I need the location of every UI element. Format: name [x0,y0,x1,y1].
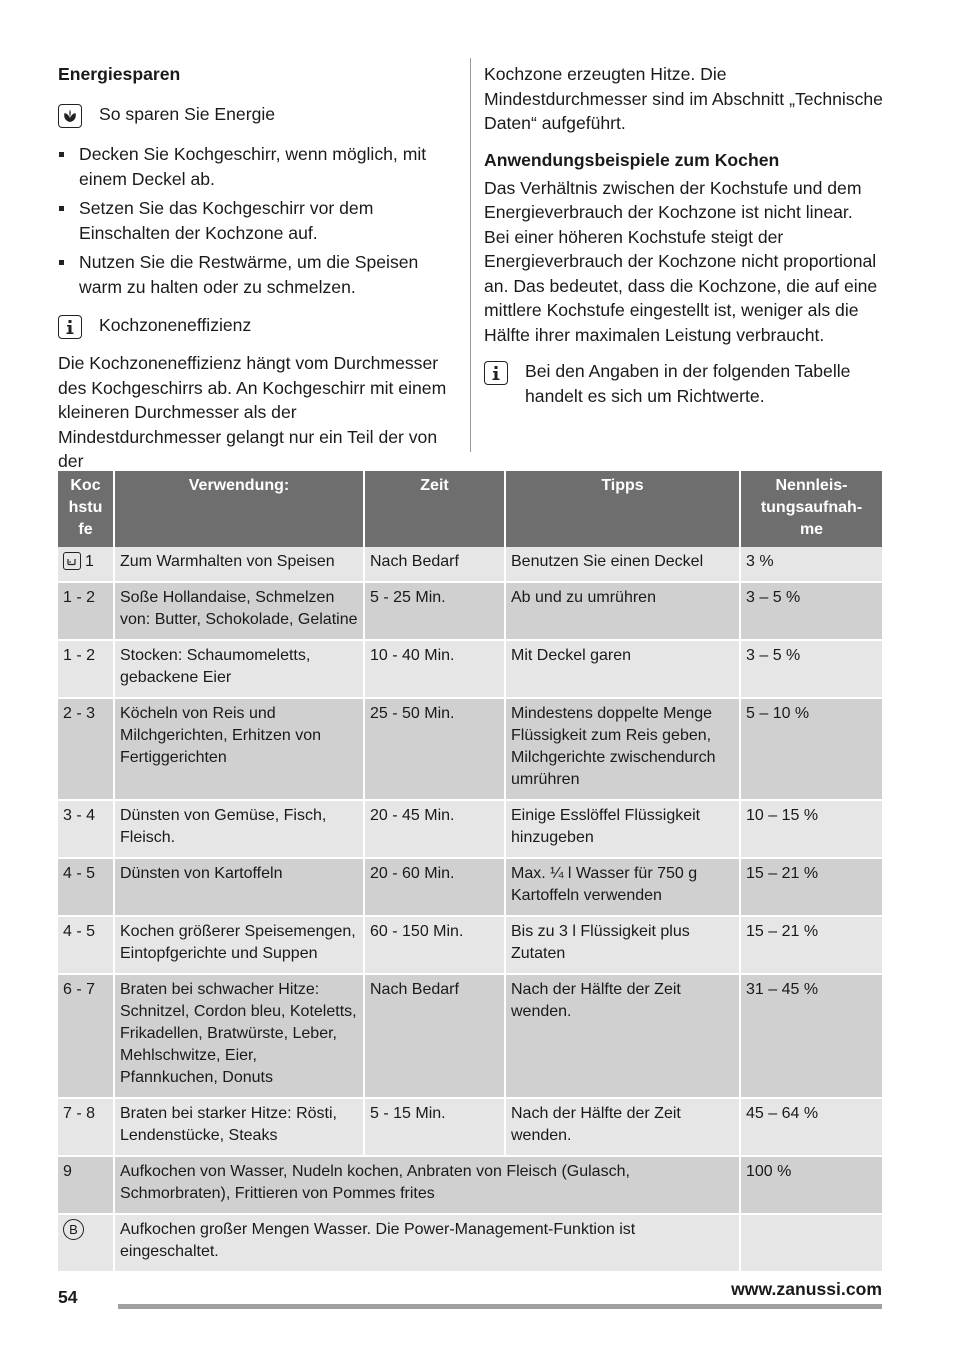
cell-verwendung: Aufkochen großer Mengen Wasser. Die Power-Management-Funktion ist eingeschaltet. [115,1215,741,1273]
cell-leistung: 15 – 21 % [741,917,882,975]
cell-zeit: 5 - 25 Min. [365,583,506,641]
table-row [58,1215,882,1273]
cell-stufe: 2 - 3 [58,699,115,801]
cell-verwendung: Braten bei schwacher Hitze: Schnitzel, Cordon bleu, Koteletts, Frikadellen, Bratwürste, Leber, Mehlschwitze, Eier, Pfannkuchen, Donuts [115,975,365,1099]
power-paragraph: Bei einer höheren Kochstufe steigt der Energieverbrauch der Kochzone nicht proportional an. Das bedeutet, dass die Kochzone, die auf eine mittlere Kochstufe eingestellt ist, weniger als die Hälfte ihrer maximalen Leistung verbraucht. [484,226,878,345]
cell-leistung: 100 % [741,1157,882,1215]
info-icon [484,361,508,385]
table-row [58,975,882,1099]
left-column [58,62,456,474]
cell-tipps: Einige Esslöffel Flüssigkeit hinzugeben [506,801,741,859]
table-row [58,547,882,583]
cell-stufe: 1 - 2 [58,583,115,641]
energy-tip-text: So sparen Sie Energie [99,104,276,124]
cell-leistung: 3 – 5 % [741,583,882,641]
efficiency-paragraph: Die Kochzoneneffizienz hängt vom Durchmesser des Kochgeschirrs ab. An Kochgeschirr mit einem kleineren Durchmesser als der Mindestdurchmesser gelangt nur ein Teil der von der [58,353,447,471]
cooking-table [58,471,882,1273]
cell-zeit: 20 - 60 Min. [365,859,506,917]
cell-leistung: 10 – 15 % [741,801,882,859]
section-heading-anwendungsbeispiele: Anwendungsbeispiele zum Kochen [484,149,780,170]
cell-verwendung: Braten bei starker Hitze: Rösti, Lendenstücke, Steaks [115,1099,365,1157]
cell-tipps: Nach der Hälfte der Zeit wenden. [506,975,741,1099]
cell-leistung: 3 % [741,547,882,583]
list-item: Setzen Sie das Kochgeschirr vor dem Einschalten der Kochzone auf. [58,196,456,245]
cell-verwendung: Kochen größerer Speisemengen, Eintopfgerichte und Suppen [115,917,365,975]
cell-zeit: 5 - 15 Min. [365,1099,506,1157]
column-divider [470,58,471,452]
cell-tipps: Nach der Hälfte der Zeit wenden. [506,1099,741,1157]
table-row [58,699,882,801]
table-row [58,583,882,641]
cell-stufe: 3 - 4 [58,801,115,859]
cell-tipps: Ab und zu umrühren [506,583,741,641]
website-url: www.zanussi.com [731,1279,882,1299]
table-row [58,801,882,859]
header-nennleistung: Nennleis- tungsaufnah- me [741,471,882,547]
cell-leistung: 15 – 21 % [741,859,882,917]
header-verwendung: Verwendung: [115,471,365,547]
leaf-energy-icon [58,104,82,128]
header-tipps: Tipps [506,471,741,547]
table-row [58,1099,882,1157]
cell-tipps: Mindestens doppelte Menge Flüssigkeit zum Reis geben, Milchgerichte zwischendurch umrühren [506,699,741,801]
cell-zeit: 60 - 150 Min. [365,917,506,975]
cell-leistung: 45 – 64 % [741,1099,882,1157]
cell-verwendung: Dünsten von Kartoffeln [115,859,365,917]
cell-tipps: Mit Deckel garen [506,641,741,699]
cell-stufe: 1 - 2 [58,641,115,699]
cell-zeit: 25 - 50 Min. [365,699,506,801]
table-row [58,917,882,975]
cell-stufe: 6 - 7 [58,975,115,1099]
header-kochstufe: Koc hstu fe [58,471,115,547]
footer-bar [118,1304,882,1309]
cell-verwendung: Soße Hollandaise, Schmelzen von: Butter, Schokolade, Gelatine [115,583,365,641]
cell-leistung: 31 – 45 % [741,975,882,1099]
table-header-row [58,471,882,547]
cell-verwendung: Aufkochen von Wasser, Nudeln kochen, Anbraten von Fleisch (Gulasch, Schmorbraten), Frittieren von Pommes frites [115,1157,741,1215]
right-column [484,62,888,408]
keep-warm-icon [63,552,81,570]
cell-stufe [58,1215,115,1273]
page-number: 54 [58,1287,78,1307]
table-row [58,1157,882,1215]
cell-stufe: 4 - 5 [58,859,115,917]
list-item: Nutzen Sie die Restwärme, um die Speisen warm zu halten oder zu schmelzen. [58,250,456,299]
cell-verwendung: Stocken: Schaumomeletts, gebackene Eier [115,641,365,699]
cell-zeit: 20 - 45 Min. [365,801,506,859]
cell-leistung [741,1215,882,1273]
cell-stufe: 7 - 8 [58,1099,115,1157]
section-heading-energiesparen: Energiesparen [58,64,181,84]
cell-leistung: 3 – 5 % [741,641,882,699]
efficiency-paragraph-continued: Kochzone erzeugten Hitze. Die Mindestdurchmesser sind im Abschnitt „Technische Daten“ aufgeführt. [484,64,883,133]
cell-tipps: Max. ¼ l Wasser für 750 g Kartoffeln verwenden [506,859,741,917]
cell-verwendung: Dünsten von Gemüse, Fisch, Fleisch. [115,801,365,859]
cell-tipps: Benutzen Sie einen Deckel [506,547,741,583]
table-info-text: Bei den Angaben in der folgenden Tabelle handelt es sich um Richtwerte. [525,361,851,406]
energy-tips-list [58,142,456,299]
cell-tipps: Bis zu 3 l Flüssigkeit plus Zutaten [506,917,741,975]
info-icon [58,315,82,339]
cell-zeit: Nach Bedarf [365,547,506,583]
energy-tip-note [58,102,456,128]
table-row [58,641,882,699]
cell-verwendung: Zum Warmhalten von Speisen [115,547,365,583]
cell-zeit: Nach Bedarf [365,975,506,1099]
efficiency-info-text: Kochzoneneffizienz [99,315,252,335]
table-row [58,859,882,917]
efficiency-info-note [58,313,456,339]
list-item: Decken Sie Kochgeschirr, wenn möglich, mit einem Deckel ab. [58,142,456,191]
header-zeit: Zeit [365,471,506,547]
cell-zeit: 10 - 40 Min. [365,641,506,699]
cell-stufe: 1 [58,547,115,583]
cell-stufe: 4 - 5 [58,917,115,975]
cell-stufe: 9 [58,1157,115,1215]
cell-verwendung: Köcheln von Reis und Milchgerichten, Erhitzen von Fertiggerichten [115,699,365,801]
cell-leistung: 5 – 10 % [741,699,882,801]
booster-icon: B [63,1219,84,1240]
table-info-note [484,359,888,408]
ratio-paragraph: Das Verhältnis zwischen der Kochstufe und dem Energieverbrauch der Kochzone ist nicht linear. [484,177,862,222]
